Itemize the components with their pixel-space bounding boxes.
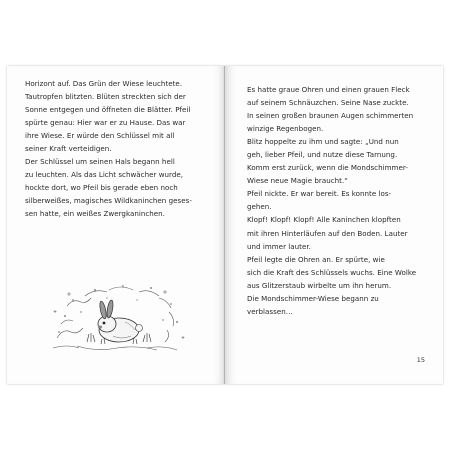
text-line: mit ihren Hinterläufen auf den Boden. Lauter: [247, 228, 408, 238]
right-page: [225, 66, 443, 384]
text-line: verblassen…: [247, 306, 293, 316]
text-line: Wiese neue Magie braucht.“: [247, 176, 348, 186]
left-page-text: [25, 77, 213, 221]
text-line: auf seinem Schnäuzchen. Seine Nase zuckte.: [247, 98, 409, 108]
text-line: Horizont auf. Das Grün der Wiese leuchtete.: [25, 79, 183, 88]
text-line: Klopf! Klopf! Klopf! Alle Kaninchen klopften: [247, 215, 401, 225]
text-line: winzige Regenbogen.: [247, 124, 324, 134]
text-line: aus Glitzerstaub wirbelte um ihn herum.: [247, 280, 392, 290]
text-line: seiner Kraft verteidigen.: [25, 144, 112, 154]
text-line: ihre Wiese. Er würde den Schlüssel mit all: [25, 131, 175, 141]
text-line: Es hatte graue Ohren und einen grauen Fleck: [247, 85, 410, 94]
right-page-text: [247, 83, 433, 318]
text-line: zu leuchten. Als das Licht schwächer wurde,: [25, 170, 184, 180]
text-line: silberweißes, magisches Wildkaninchen geses-: [25, 196, 192, 206]
text-line: sich die Kraft des Schlüssels wuchs. Eine Wolke: [247, 267, 417, 277]
left-page: [7, 66, 225, 384]
text-line: und immer lauter.: [247, 241, 311, 251]
text-line: hockte dort, wo Pfeil bis gerade eben noch: [25, 183, 178, 193]
text-line: Pfeil nickte. Er war bereit. Es konnte los-: [247, 189, 392, 199]
text-line: Tautropfen blitzten. Blüten streckten sich der: [25, 92, 186, 102]
text-line: Der Schlüssel um seinen Hals begann hell: [25, 157, 175, 167]
text-line: spürte genau: Hier war er zu Hause. Das war: [25, 118, 186, 128]
text-line: Blitz hoppelte zu ihm und sagte: „Und nun: [247, 137, 399, 147]
text-line: In seinen großen braunen Augen schimmerten: [247, 111, 414, 121]
text-line: sen hatte, ein weißes Zwergkaninchen.: [25, 209, 165, 219]
open-book: [7, 66, 443, 384]
text-line: Sonne entgegen und öffneten die Blätter. Pfeil: [25, 105, 191, 115]
text-line: gehen.: [247, 202, 272, 212]
text-line: Die Mondschimmer-Wiese begann zu: [247, 293, 379, 303]
text-line: Pfeil legte die Ohren an. Er spürte, wie: [247, 254, 385, 264]
page-number: 15: [416, 356, 425, 364]
text-line: Komm erst zurück, wenn die Mondschimmer-: [247, 163, 408, 173]
text-line: geh, lieber Pfeil, und nutze diese Tarnung.: [247, 150, 398, 160]
rabbit-in-grass-illustration: [47, 276, 197, 356]
